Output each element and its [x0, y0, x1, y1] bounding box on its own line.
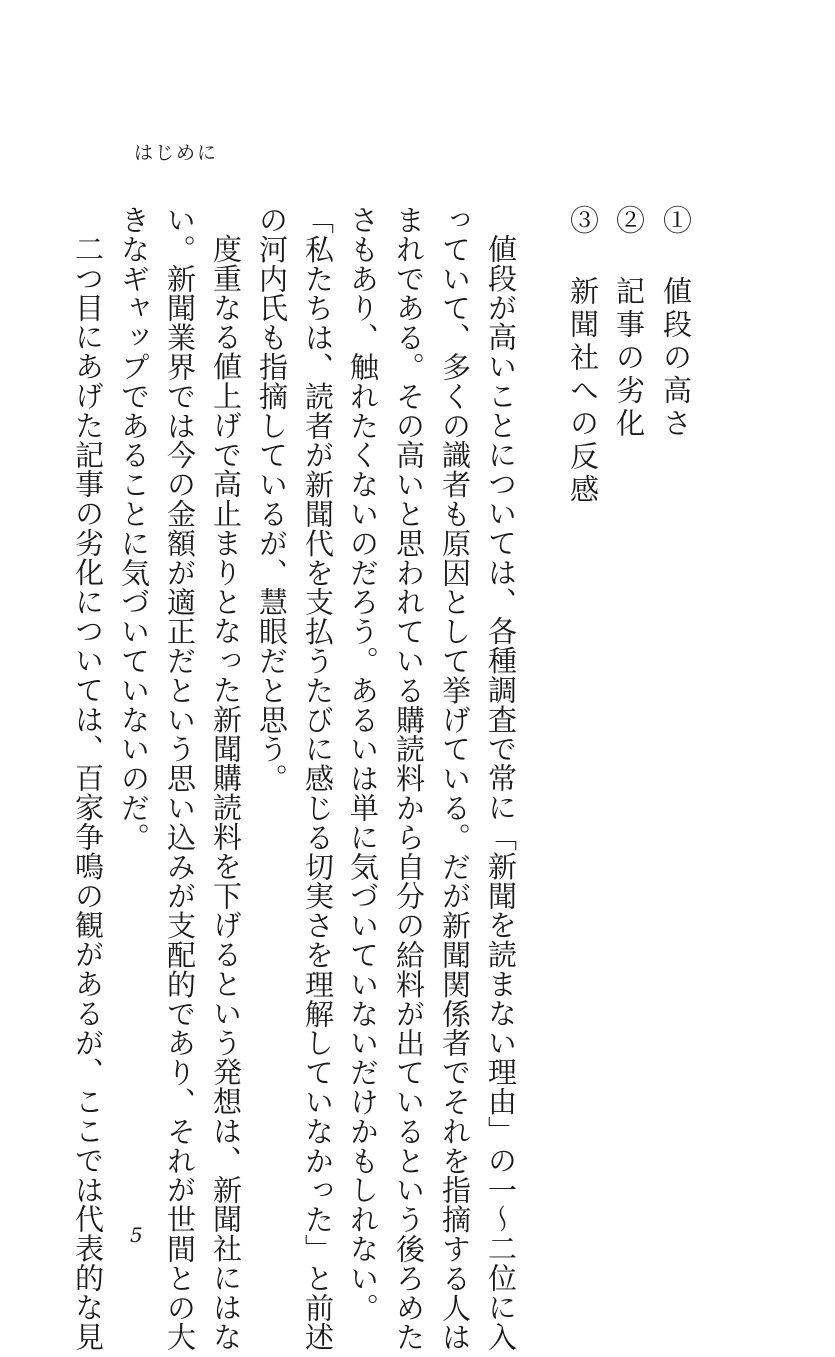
list-item-2: ② 記事の劣化: [612, 205, 646, 441]
list-item-3: ③ 新聞社への反感: [566, 205, 600, 507]
body-line-3: まれである。その高いと思われている購読料から自分の給料が出ているという後ろめた: [392, 205, 426, 1352]
body-line-7: 度重なる値上げで高止まりとなった新聞購読料を下げるという発想は、新聞社にはな: [209, 234, 243, 1352]
page-number: 5: [130, 1223, 143, 1247]
body-line-6: の河内氏も指摘しているが、慧眼だと思う。: [255, 205, 289, 793]
body-line-5: 「私たちは、読者が新聞代を支払うたびに感じる切実さを理解していなかった」と前述: [301, 205, 335, 1352]
body-line-1: 値段が高いことについては、各種調査で常に「新聞を読まない理由」の一～二位に入: [484, 234, 518, 1352]
list-item-1: ① 値段の高さ: [659, 205, 693, 441]
body-line-2: っていて、多くの識者も原因として挙げている。だが新聞関係者でそれを指摘する人は: [438, 205, 472, 1352]
body-line-4: さもあり、触れたくないのだろう。あるいは単に気づいていないだけかもしれない。: [346, 205, 380, 1323]
body-line-10: 二つ目にあげた記事の劣化については、百家争鳴の観があるが、ここでは代表的な見: [71, 234, 105, 1352]
body-line-9: きなギャップであることに気づいていないのだ。: [117, 205, 151, 852]
body-line-8: い。新聞業界では今の金額が適正だという思い込みが支配的であり、それが世間との大: [163, 205, 197, 1352]
running-head: はじめに: [134, 142, 219, 164]
